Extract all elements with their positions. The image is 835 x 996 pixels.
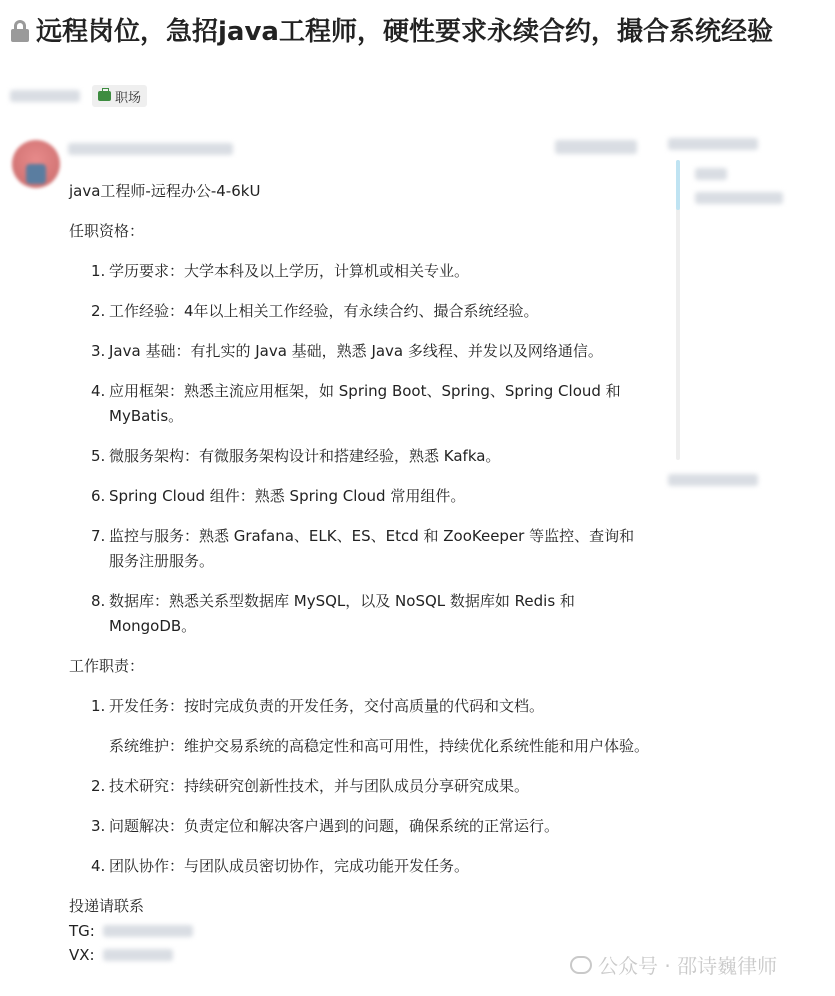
watermark-text: 公众号 · 邵诗巍律师 [598, 954, 778, 978]
redacted-contact [103, 925, 193, 937]
redacted-timeline-date [695, 192, 783, 204]
contact-label: VX: [69, 945, 95, 964]
list-item: 5. 微服务架构：有微服务架构设计和搭建经验，熟悉 Kafka。 [91, 447, 501, 465]
requirements-list [91, 259, 649, 639]
list-item: 1. 学历要求：大学本科及以上学历，计算机或相关专业。 [91, 262, 470, 280]
duties-list [91, 694, 649, 879]
contact-label: TG: [69, 921, 95, 940]
redacted-timeline-start[interactable] [668, 138, 758, 150]
redacted-tag [10, 90, 80, 102]
list-item: 1. 开发任务：按时完成负责的开发任务，交付高质量的代码和文档。 系统维护：维护交易系统的高稳定性和高可用性，持续优化系统性能和用户体验。 [91, 697, 650, 755]
topic-meta [10, 85, 147, 107]
list-item: 6. Spring Cloud 组件：熟悉 Spring Cloud 常用组件。 [91, 487, 466, 505]
list-item: 2. 技术研究：持续研究创新性技术，并与团队成员分享研究成果。 [91, 777, 530, 795]
contact-heading: 投递请联系 [69, 897, 145, 915]
watermark [570, 950, 777, 979]
contact-tg [69, 919, 649, 943]
post-headline: java工程师-远程办公-4-6kU [69, 182, 261, 200]
redacted-timeline-position [695, 168, 727, 180]
category-label: 职场 [115, 90, 142, 106]
lock-icon [10, 19, 30, 43]
topic-title [10, 14, 800, 50]
wechat-icon [570, 956, 592, 974]
post-body [69, 179, 649, 967]
list-item: 2. 工作经验：4年以上相关工作经验，有永续合约、撮合系统经验。 [91, 302, 539, 320]
redacted-contact [103, 949, 173, 961]
redacted-timeline-end[interactable] [668, 474, 758, 486]
list-item: 8. 数据库：熟悉关系型数据库 MySQL，以及 NoSQL 数据库如 Redis 和 MongoDB。 [91, 592, 575, 635]
contact-vx [69, 943, 649, 967]
redacted-post-date [555, 140, 637, 154]
category-badge[interactable] [92, 85, 147, 107]
briefcase-icon [98, 91, 111, 101]
list-item: 4. 团队协作：与团队成员密切协作，完成功能开发任务。 [91, 857, 470, 875]
duties-heading: 工作职责： [69, 657, 145, 675]
list-item: 3. 问题解决：负责定位和解决客户遇到的问题，确保系统的正常运行。 [91, 817, 560, 835]
timeline-handle[interactable] [676, 160, 680, 210]
topic-title-text: 远程岗位，急招java工程师，硬性要求永续合约，撮合系统经验 [36, 17, 773, 47]
redacted-username[interactable] [68, 143, 233, 155]
requirements-heading: 任职资格： [69, 222, 145, 240]
avatar[interactable] [12, 140, 60, 188]
list-item: 3. Java 基础：有扎实的 Java 基础，熟悉 Java 多线程、并发以及网络通信。 [91, 342, 603, 360]
list-item: 7. 监控与服务：熟悉 Grafana、ELK、ES、Etcd 和 ZooKeeper 等监控、查询和服务注册服务。 [91, 527, 635, 570]
list-item: 4. 应用框架：熟悉主流应用框架，如 Spring Boot、Spring、Spring Cloud 和 MyBatis。 [91, 382, 621, 425]
